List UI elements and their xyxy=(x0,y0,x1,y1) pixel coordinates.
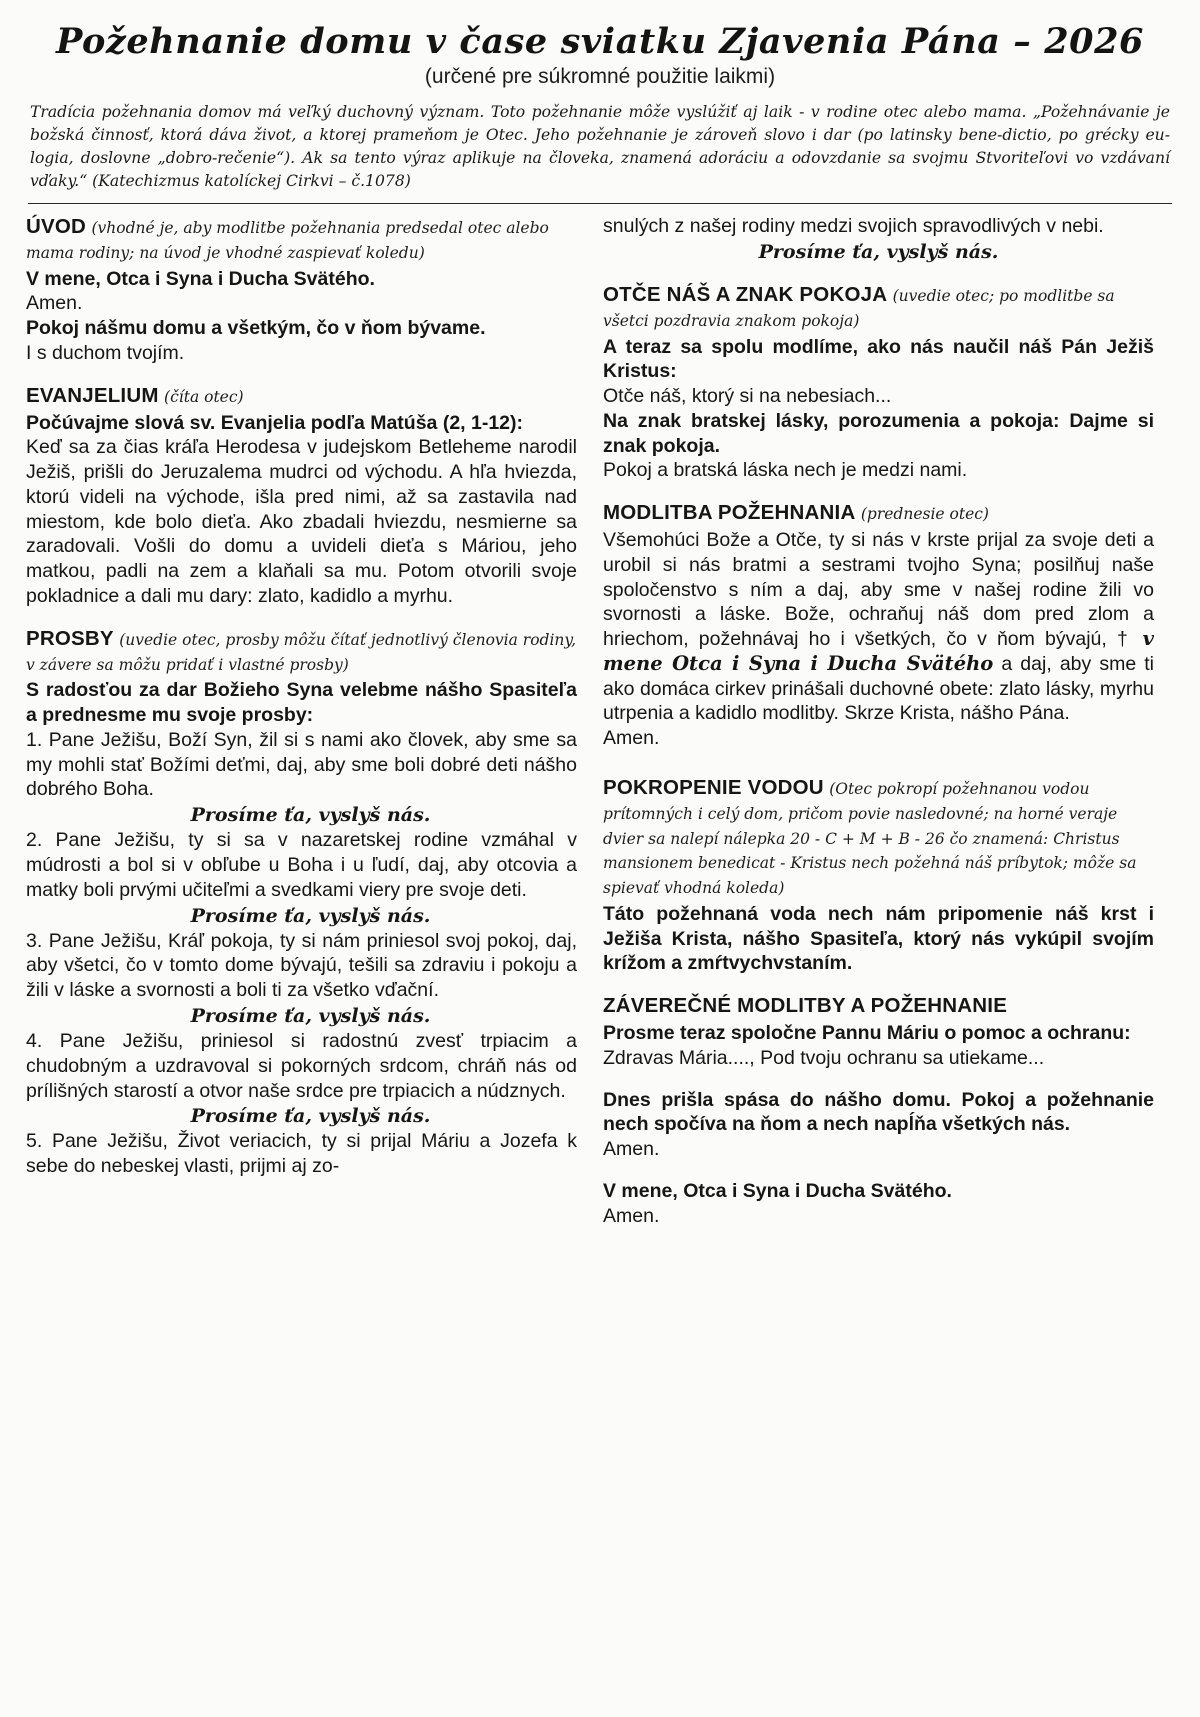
section-modlitba-rubric: (prednesie otec) xyxy=(860,505,989,524)
modlitba-body xyxy=(603,528,1154,726)
section-otcenas-rubric: (uvedie otec; po modlitbe sa všetci pozdravia znakom pokoja) xyxy=(603,286,1115,330)
zaverecne-closing-bold: V mene, Otca i Syna i Ducha Svätého. xyxy=(603,1179,952,1202)
prosba-response-3: Prosíme ťa, vyslyš nás. xyxy=(190,1004,431,1027)
section-modlitba-heading: MODLITBA POŽEHNANIA xyxy=(603,501,856,525)
page-title: Požehnanie domu v čase sviatku Zjavenia Pána – 2026 xyxy=(55,21,1145,62)
prosba-response-1: Prosíme ťa, vyslyš nás. xyxy=(190,804,431,827)
section-prosby-heading: PROSBY xyxy=(26,626,114,650)
two-column-body xyxy=(26,214,1174,1229)
modlitba-part2: a daj, aby sme ti ako domáca cirkev prinášali duchovné obete: zlato lásky, myrhu utrpenia a kadidlo modlitby. Skrze Krista, nášho Pána. xyxy=(603,652,1155,725)
section-pokropenie-heading: POKROPENIE VODOU xyxy=(603,775,824,799)
otcenas-line1-bold: A teraz sa spolu modlíme, ako nás naučil náš Pán Ježiš Kristus: xyxy=(603,335,1154,383)
prosba-item-5: 5. Pane Ježišu, Život veriacich, ty si prijal Máriu a Jozefa k sebe do nebeskej vlasti, prijmi aj zo- xyxy=(26,1130,577,1178)
spacer xyxy=(603,1071,1154,1088)
intro-paragraph: Tradícia požehnania domov má veľký duchovný význam. Toto požehnanie môže vyslúžiť aj laik - v rodine otec alebo mama. „Požehnávanie je božská činnosť, ktorá dáva život, a ktorej prameňom je Otec. Jeho požehnanie je zároveň slovo i dar (po latinsky bene-dictio, po grécky eu-logia, doslovne „dobro-rečenie“). Ak sa tento výraz aplikuje na človeka, znamená adoráciu a odovzdanie sa svojmu Stvoriteľovi vo vzdávaní vďaky.“ (Katechizmus katolíckej Cirkvi – č.1078) xyxy=(30,103,1170,190)
section-evanjelium xyxy=(26,383,577,409)
section-evanjelium-rubric: (číta otec) xyxy=(164,387,244,406)
zaverecne-final-amen: Amen. xyxy=(603,1138,660,1161)
page-subtitle: (určené pre súkromné použitie laikmi) xyxy=(424,65,776,89)
section-uvod xyxy=(26,214,577,265)
right-column xyxy=(603,214,1154,1229)
prosba-response-5: Prosíme ťa, vyslyš nás. xyxy=(758,240,999,263)
pokropenie-bold: Táto požehnaná voda nech nám pripomenie náš krst i Ježiša Krista, nášho Spasiteľa, ktorý nás vykúpil svojím krížom a zmŕtvychvstaním. xyxy=(603,902,1154,975)
prosba-item-1: 1. Pane Ježišu, Boží Syn, žil si s nami ako človek, aby sme sa my mohli stať Božími deťmi, daj, aby sme boli dobré deti nášho dobrého Boha. xyxy=(26,728,577,801)
spacer xyxy=(603,976,1154,993)
spacer xyxy=(603,265,1154,282)
uvod-line1-response: Amen. xyxy=(26,292,83,315)
section-prosby-rubric: (uvedie otec, prosby môžu čítať jednotlivý členovia rodiny, v závere sa môžu pridať i vlastné prosby) xyxy=(26,630,577,674)
section-evanjelium-heading: EVANJELIUM xyxy=(26,383,159,407)
prosba-item-2: 2. Pane Ježišu, ty si sa v nazaretskej rodine vzmáhal v múdrosti a bol si v obľube u Boha i u ľudí, daj, aby otcovia a matky boli prvými učiteľmi a svedkami viery pre svoje deti. xyxy=(26,829,577,901)
modlitba-emphasis: v mene Otca i Syna i Ducha Svätého xyxy=(603,627,1154,675)
section-zaverecne xyxy=(603,993,1154,1019)
spacer xyxy=(603,483,1154,500)
spacer xyxy=(603,1162,1154,1179)
otcenas-line1-plain: Otče náš, ktorý si na nebesiach... xyxy=(603,385,892,408)
otcenas-line2-plain: Pokoj a bratská láska nech je medzi nami. xyxy=(603,459,968,482)
prosba-response-2: Prosíme ťa, vyslyš nás. xyxy=(190,904,431,927)
section-modlitba xyxy=(603,500,1154,526)
evanjelium-body: Keď sa za čias kráľa Herodesa v judejskom Betleheme narodil Ježiš, prišli do Jeruzalema mudrci od východu. A hľa hviezda, ktorú videli na východe, išla pred nimi, až sa zastavila nad miestom, kde bolo dieťa. Ako zbadali hviezdu, nesmierne sa zaradovali. Vošli do domu a uvideli dieťa s Máriou, jeho matkou, padli na zem a klaňali sa mu. Potom otvorili svoje pokladnice a dali mu dary: zlato, kadidlo a myrhu. xyxy=(26,436,577,607)
spacer xyxy=(26,366,577,383)
section-uvod-heading: ÚVOD xyxy=(26,214,87,238)
section-prosby xyxy=(26,626,577,677)
prosba-item-5-continuation: snulých z našej rodiny medzi svojich spravodlivých v nebi. xyxy=(603,214,1104,237)
section-pokropenie xyxy=(603,775,1154,900)
modlitba-amen: Amen. xyxy=(603,727,660,750)
left-column xyxy=(26,214,577,1179)
otcenas-line2-bold: Na znak bratskej lásky, porozumenia a pokoja: Dajme si znak pokoja. xyxy=(603,409,1154,457)
zaverecne-lead: Prosme teraz spoločne Pannu Máriu o pomoc a ochranu: xyxy=(603,1022,1131,1045)
section-uvod-rubric: (vhodné je, aby modlitbe požehnania predsedal otec alebo mama rodiny; na úvod je vhodné zaspievať koledu) xyxy=(26,218,549,262)
prosba-item-4: 4. Pane Ježišu, priniesol si radostnú zvesť trpiacim a chudobným a uzdravoval si pokorných srdcom, chráň nás od prílišných starostí a otvor naše srdce pre trpiacich a núdznych. xyxy=(26,1030,577,1102)
zaverecne-closing-amen: Amen. xyxy=(603,1204,660,1227)
spacer xyxy=(26,609,577,626)
prosba-response-4: Prosíme ťa, vyslyš nás. xyxy=(190,1105,431,1128)
spacer xyxy=(603,751,1154,775)
evanjelium-lead: Počúvajme slová sv. Evanjelia podľa Matúša (2, 1-12): xyxy=(26,411,524,434)
header-divider xyxy=(28,203,1172,204)
section-zaverecne-heading: ZÁVEREČNÉ MODLITBY A POŽEHNANIE xyxy=(603,994,1008,1018)
modlitba-part1: Všemohúci Bože a Otče, ty si nás v krste prijal za svoje deti a urobil si nás bratmi a sestrami tvojho Syna; posilňuj naše spoločenstvo s ním a daj, aby sme v našej rodine žili vo svornosti a láske. Bože, ochraňuj náš dom pred zlom a hriechom, požehnávaj ho i všetkých, čo v ňom bývajú, † xyxy=(603,529,1154,651)
section-pokropenie-rubric: (Otec pokropí požehnanou vodou prítomných i celý dom, pričom povie nasledovné; na horné veraje dvier sa nalepí nálepka 20 - C + M + B - 26 čo znamená: Christus mansionem benedicat - Kristus nech požehná náš príbytok; môže sa spievať vhodná koleda) xyxy=(603,779,1137,898)
uvod-line1-bold: V mene, Otca i Syna i Ducha Svätého. xyxy=(26,267,375,290)
zaverecne-plain: Zdravas Mária...., Pod tvoju ochranu sa utiekame... xyxy=(603,1046,1045,1069)
section-otcenas xyxy=(603,282,1154,333)
prosba-item-3: 3. Pane Ježišu, Kráľ pokoja, ty si nám priniesol svoj pokoj, daj, aby všetci, čo v tomto dome bývajú, tešili sa zdraviu i pokoju a žili v láske a svornosti a boli ti za všetko vďační. xyxy=(26,929,577,1002)
prosby-lead: S radosťou za dar Božieho Syna velebme nášho Spasiteľa a prednesme mu svoje prosby: xyxy=(26,679,577,727)
uvod-line2-bold: Pokoj nášmu domu a všetkým, čo v ňom bývame. xyxy=(26,317,486,340)
section-otcenas-heading: OTČE NÁŠ A ZNAK POKOJA xyxy=(603,282,888,306)
zaverecne-final-bold: Dnes prišla spása do nášho domu. Pokoj a požehnanie nech spočíva na ňom a nech napĺňa všetkých nás. xyxy=(603,1088,1154,1136)
uvod-line2-response: I s duchom tvojím. xyxy=(26,341,185,364)
